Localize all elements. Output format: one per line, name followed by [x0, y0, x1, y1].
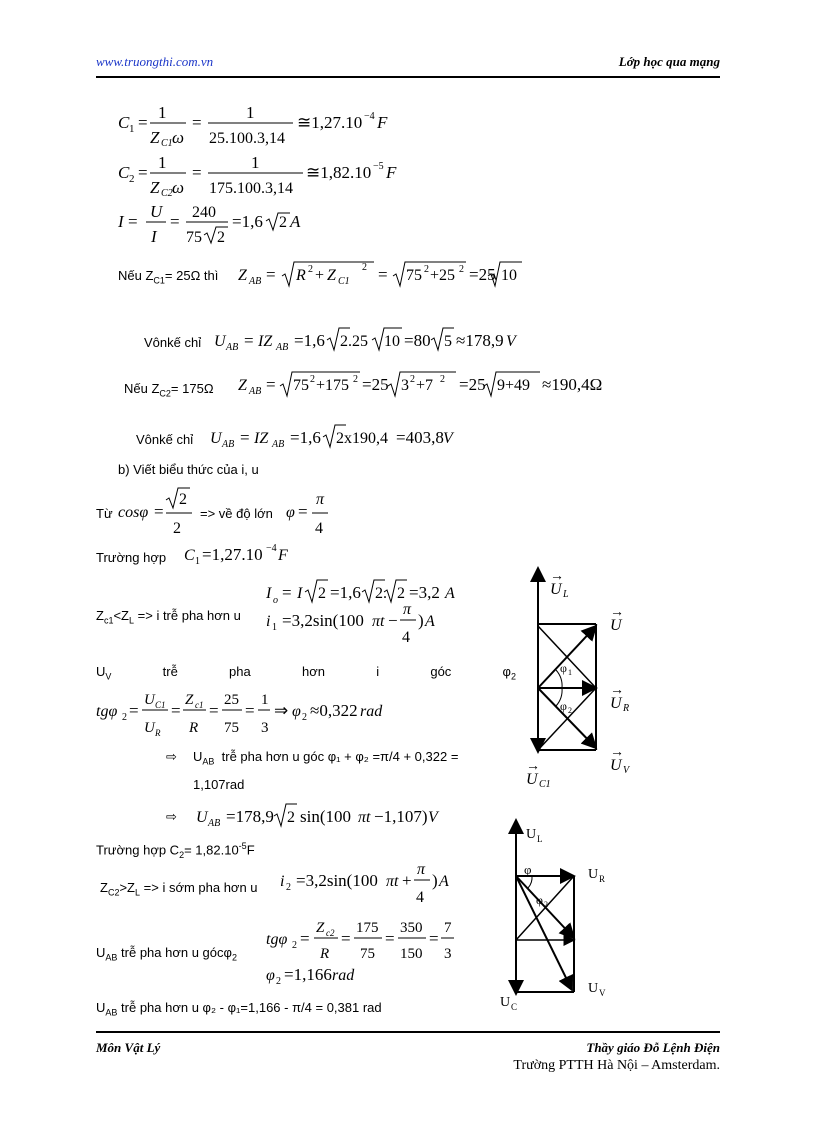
svg-text:2: 2	[129, 173, 135, 185]
formula-uab-expr	[196, 800, 436, 830]
svg-text:A: A	[290, 212, 301, 231]
uab-lag-case2: $U_{AB}$ trễ pha hơn u gócφ$_2$	[96, 945, 237, 963]
svg-text:−1,107): −1,107)	[374, 807, 428, 826]
svg-text:=: =	[192, 113, 202, 132]
svg-text:−5: −5	[373, 161, 384, 172]
svg-text:9+49: 9+49	[497, 377, 531, 394]
svg-text:L: L	[537, 834, 543, 844]
svg-text:=: =	[385, 929, 395, 948]
svg-text:10: 10	[501, 267, 517, 284]
site-link[interactable]: www.truongthi.com.vn	[96, 54, 214, 69]
formula-phi	[286, 486, 336, 538]
svg-text:=: =	[244, 331, 254, 350]
svg-text:=: =	[171, 701, 181, 720]
svg-text:tgφ: tgφ	[266, 931, 288, 948]
svg-text:1: 1	[158, 153, 167, 172]
svg-text:U: U	[150, 202, 163, 221]
svg-text:C1: C1	[161, 138, 173, 149]
svg-text:=: =	[266, 265, 276, 284]
svg-text:2: 2	[544, 900, 548, 909]
svg-text:φ: φ	[266, 967, 275, 984]
svg-text:V: V	[443, 430, 453, 447]
formula-c2	[118, 150, 418, 199]
formula-current	[118, 199, 318, 247]
svg-text:1: 1	[251, 153, 260, 172]
svg-text:=: =	[138, 163, 148, 182]
svg-text:150: 150	[400, 946, 423, 962]
svg-text:φ: φ	[292, 703, 301, 720]
case1-label: Nếu $Z_{C1}= 25\Omega$ thì	[118, 268, 219, 286]
svg-text:2: 2	[279, 214, 287, 231]
svg-text:=80: =80	[404, 331, 431, 350]
svg-text:R: R	[599, 874, 606, 884]
svg-text:F: F	[386, 163, 397, 182]
svg-text:πt: πt	[372, 613, 385, 630]
svg-text:→: →	[610, 605, 624, 620]
svg-text:75: 75	[186, 229, 202, 246]
svg-text:Z: Z	[185, 692, 194, 708]
footer-school: Trường PTTH Hà Nội – Amsterdam.	[513, 1058, 720, 1073]
svg-text:5: 5	[444, 333, 452, 350]
svg-text:=1,27.10: =1,27.10	[202, 545, 263, 564]
svg-text:R: R	[155, 728, 161, 738]
svg-text:=: =	[300, 929, 310, 948]
svg-text:2: 2	[397, 585, 405, 602]
svg-text:→: →	[610, 683, 624, 698]
footer-rule	[96, 1031, 720, 1033]
svg-text:i: i	[266, 613, 271, 630]
svg-text:3: 3	[444, 946, 452, 962]
svg-text:AB: AB	[249, 386, 262, 397]
svg-text:I: I	[297, 585, 303, 602]
voltmeter2-label: Vônkế chỉ	[136, 432, 194, 447]
last-line: $U_{AB}$ trễ pha hơn u φ₂ - φ₁=1,166 - π/4 = 0,381 rad	[96, 1000, 382, 1018]
svg-text:V: V	[428, 809, 438, 826]
svg-text:=1,6: =1,6	[232, 212, 263, 231]
formula-i1	[266, 598, 466, 650]
svg-text:F: F	[278, 547, 288, 564]
uab-lag-text: $U_{AB}$ trễ pha hơn u góc φ₁ + φ₂ =π/4 + 0,322 =	[193, 749, 459, 767]
svg-text:=403,8: =403,8	[396, 428, 444, 447]
svg-text:2: 2	[217, 229, 225, 246]
phasor-diagram-1	[500, 560, 640, 800]
uv-lag-line: $U_V$ trễ pha hơn i góc $\varphi_2$	[96, 664, 516, 682]
svg-text:=1,6: =1,6	[330, 583, 361, 602]
svg-text:rad: rad	[360, 703, 383, 720]
svg-text:4: 4	[315, 520, 323, 537]
svg-text:U: U	[500, 995, 511, 1010]
svg-text:U: U	[214, 333, 226, 350]
svg-text:=1,6: =1,6	[294, 331, 325, 350]
svg-text:Z: Z	[238, 377, 247, 394]
svg-text:A: A	[445, 585, 455, 602]
item-b: b) Viết biểu thức của i, u	[118, 462, 259, 477]
svg-text:U: U	[526, 827, 537, 842]
svg-text:C2: C2	[161, 188, 173, 199]
svg-text:175.100.3,14: 175.100.3,14	[209, 180, 293, 197]
svg-text:V: V	[506, 333, 516, 350]
svg-text:R: R	[189, 720, 199, 736]
svg-text:A: A	[439, 873, 449, 890]
svg-text:=: =	[192, 163, 202, 182]
svg-text:ω: ω	[172, 178, 185, 197]
svg-text:75: 75	[406, 267, 422, 284]
svg-text:U: U	[588, 981, 599, 996]
zc1-compare: $Z_{c1}<Z_L => i$ trễ pha hơn u	[96, 608, 241, 626]
svg-text:=: =	[266, 375, 276, 394]
formula-zab1	[238, 256, 508, 290]
svg-text:75: 75	[360, 946, 375, 962]
svg-text:i: i	[280, 873, 285, 890]
footer-teacher: Thầy giáo Đỗ Lệnh Điện	[586, 1040, 720, 1055]
svg-text:=25: =25	[362, 375, 389, 394]
svg-text:=178,9: =178,9	[226, 807, 274, 826]
case-c2-label: Trường hợp $C_2= 1,82.10^{-5}F$	[96, 841, 255, 860]
case2-label: Nếu $Z_{C2}= 175\Omega$	[124, 381, 214, 399]
header-rule	[96, 76, 720, 78]
svg-text:AB: AB	[272, 439, 285, 450]
svg-text:75: 75	[224, 720, 239, 736]
svg-text:U: U	[610, 617, 622, 634]
svg-text:2.: 2.	[375, 585, 387, 602]
svg-text:1: 1	[129, 123, 135, 135]
svg-text:C: C	[184, 547, 195, 564]
svg-text:L: L	[563, 589, 569, 600]
svg-text:3: 3	[261, 720, 269, 736]
svg-text:75: 75	[293, 377, 309, 394]
svg-text:AB: AB	[226, 342, 239, 353]
uab-lag-value: 1,107rad	[193, 777, 245, 792]
svg-text:=3,2sin(100: =3,2sin(100	[296, 871, 378, 890]
formula-c1-value	[184, 540, 314, 568]
svg-text:+: +	[402, 871, 412, 890]
svg-text:Z: Z	[316, 920, 325, 936]
svg-text:=3,2: =3,2	[409, 583, 440, 602]
arrow-bullet-2: ⇨	[166, 809, 177, 824]
svg-text:175: 175	[356, 920, 379, 936]
svg-text:U: U	[526, 771, 538, 788]
svg-text:1: 1	[158, 103, 167, 122]
svg-text:⇒: ⇒	[274, 701, 289, 720]
svg-text:φ: φ	[524, 862, 532, 877]
svg-text:AB: AB	[249, 276, 262, 287]
svg-text:ω: ω	[172, 128, 185, 147]
svg-text:25.100.3,14: 25.100.3,14	[209, 130, 285, 147]
svg-text:≈190,4Ω: ≈190,4Ω	[542, 375, 603, 394]
svg-text:2: 2	[287, 809, 295, 826]
svg-text:2: 2	[173, 520, 181, 537]
svg-text:=: =	[209, 701, 219, 720]
svg-text:≅1,27.10: ≅1,27.10	[297, 113, 363, 132]
formula-zab1-tail	[488, 256, 528, 290]
svg-text:π: π	[403, 601, 412, 618]
svg-text:φ: φ	[536, 893, 543, 907]
svg-text:→: →	[610, 745, 624, 760]
svg-text:1: 1	[568, 668, 572, 677]
svg-text:2: 2	[179, 491, 187, 508]
svg-text:1: 1	[246, 103, 255, 122]
svg-text:2: 2	[308, 264, 313, 275]
ve-do-lon: => về độ lớn	[200, 506, 273, 521]
svg-text:2.25: 2.25	[340, 333, 368, 350]
svg-text:U: U	[144, 720, 155, 736]
svg-text:V: V	[599, 988, 606, 998]
svg-text:1: 1	[261, 692, 269, 708]
svg-text:U: U	[196, 809, 208, 826]
svg-text:U: U	[588, 867, 599, 882]
svg-text:2: 2	[302, 712, 307, 723]
svg-text:I: I	[266, 585, 272, 602]
svg-text:C1: C1	[539, 779, 551, 790]
svg-text:2: 2	[276, 976, 281, 987]
course-title: Lớp học qua mạng	[618, 54, 720, 69]
svg-text:C: C	[118, 163, 130, 182]
svg-text:4: 4	[416, 889, 424, 906]
svg-text:IZ: IZ	[258, 333, 273, 350]
svg-text:+175: +175	[316, 377, 350, 394]
svg-text:R: R	[623, 703, 630, 714]
svg-text:=: =	[282, 583, 292, 602]
svg-text:≈178,9: ≈178,9	[456, 331, 504, 350]
svg-text:I: I	[118, 212, 124, 231]
svg-text:−4: −4	[266, 543, 277, 554]
svg-text:tgφ: tgφ	[96, 703, 118, 720]
svg-text:3: 3	[401, 377, 409, 394]
formula-uab2	[210, 421, 453, 455]
svg-text:): )	[432, 871, 438, 890]
svg-text:AB: AB	[222, 439, 235, 450]
arrow-bullet-1: ⇨	[166, 749, 177, 764]
svg-text:2: 2	[410, 374, 415, 385]
svg-text:rad: rad	[332, 967, 355, 984]
phasor-diagram-2	[494, 812, 624, 1012]
formula-uab1	[214, 324, 514, 358]
svg-text:+: +	[315, 267, 325, 284]
svg-text:=3,2sin(100: =3,2sin(100	[282, 611, 364, 630]
svg-text:sin(100: sin(100	[300, 807, 351, 826]
formula-zab2	[238, 366, 603, 402]
svg-text:=: =	[341, 929, 351, 948]
svg-text:c2: c2	[326, 928, 335, 938]
svg-text:AB: AB	[208, 818, 221, 829]
svg-text:2: 2	[424, 264, 429, 275]
svg-text:2: 2	[286, 882, 291, 893]
svg-text:U: U	[610, 757, 622, 774]
svg-text:C1: C1	[338, 276, 350, 287]
svg-text:=: =	[170, 212, 180, 231]
svg-text:=: =	[154, 502, 164, 521]
zc2-compare: $Z_{C2}>Z_L => i$ sớm pha hơn u	[100, 880, 258, 898]
svg-text:−: −	[388, 611, 398, 630]
svg-text:U: U	[610, 695, 622, 712]
footer-subject: Môn Vật Lý	[96, 1040, 161, 1055]
svg-text:≅1,82.10: ≅1,82.10	[306, 163, 372, 182]
svg-text:=: =	[429, 929, 439, 948]
svg-text:πt: πt	[358, 809, 371, 826]
svg-text:AB: AB	[276, 342, 289, 353]
svg-text:2x190,4: 2x190,4	[336, 430, 388, 447]
svg-text:=1,6: =1,6	[290, 428, 321, 447]
svg-text:2: 2	[568, 706, 572, 715]
svg-text:1: 1	[195, 556, 200, 567]
svg-text:C: C	[118, 113, 130, 132]
svg-text:Z: Z	[150, 178, 160, 197]
svg-text:π: π	[417, 861, 426, 878]
svg-text:→: →	[526, 759, 540, 774]
svg-text:+7: +7	[416, 377, 434, 394]
svg-text:≈0,322: ≈0,322	[310, 701, 358, 720]
svg-text:IZ: IZ	[254, 430, 269, 447]
svg-text:2: 2	[353, 374, 358, 385]
svg-text:U: U	[550, 581, 562, 598]
svg-text:240: 240	[192, 204, 216, 221]
svg-text:φ: φ	[560, 699, 567, 713]
svg-text:=25: =25	[459, 375, 486, 394]
svg-text:A: A	[425, 613, 435, 630]
svg-text:): )	[418, 611, 424, 630]
svg-text:1: 1	[272, 622, 277, 633]
case-c1-label: Trường hợp	[96, 550, 167, 565]
voltmeter1-label: Vônkế chỉ	[144, 335, 202, 350]
svg-text:Z: Z	[327, 267, 336, 284]
svg-text:I: I	[151, 227, 157, 246]
svg-text:=: =	[378, 265, 388, 284]
svg-text:+25: +25	[430, 267, 456, 284]
svg-text:=: =	[298, 502, 308, 521]
svg-text:=: =	[128, 212, 138, 231]
svg-text:R: R	[296, 267, 306, 284]
svg-text:cosφ: cosφ	[118, 504, 149, 521]
svg-text:350: 350	[400, 920, 423, 936]
svg-text:=: =	[240, 428, 250, 447]
svg-text:Z: Z	[150, 128, 160, 147]
formula-tg1	[96, 688, 396, 740]
svg-text:φ: φ	[286, 504, 295, 521]
svg-text:Z: Z	[238, 267, 247, 284]
svg-text:o: o	[273, 595, 278, 606]
svg-text:=: =	[245, 701, 255, 720]
svg-text:U: U	[144, 692, 155, 708]
svg-text:c1: c1	[195, 700, 204, 710]
svg-text:C1: C1	[155, 700, 166, 710]
formula-phi2-value	[266, 962, 376, 990]
svg-text:25: 25	[224, 692, 239, 708]
svg-text:R: R	[320, 946, 330, 962]
svg-text:=1,166: =1,166	[284, 965, 332, 984]
svg-text:2: 2	[440, 374, 445, 385]
svg-text:2: 2	[318, 585, 326, 602]
svg-text:2: 2	[362, 262, 367, 273]
svg-text:πt: πt	[386, 873, 399, 890]
formula-c1	[118, 100, 418, 149]
svg-text:C: C	[511, 1002, 518, 1012]
svg-text:V: V	[623, 765, 630, 776]
formula-i2	[280, 856, 460, 908]
svg-text:2: 2	[459, 264, 464, 275]
svg-text:π: π	[316, 491, 325, 508]
svg-text:2: 2	[310, 374, 315, 385]
svg-text:φ: φ	[560, 661, 567, 675]
svg-text:=: =	[129, 701, 139, 720]
svg-text:−4: −4	[364, 111, 375, 122]
svg-text:=: =	[138, 113, 148, 132]
svg-text:=25: =25	[469, 265, 496, 284]
formula-tg2	[266, 918, 456, 964]
svg-text:U: U	[210, 430, 222, 447]
tu-label: Từ	[96, 506, 113, 521]
formula-cos	[118, 486, 198, 538]
svg-text:4: 4	[402, 629, 410, 646]
svg-text:10: 10	[384, 333, 400, 350]
svg-text:2: 2	[292, 940, 297, 951]
svg-text:2: 2	[122, 712, 127, 723]
svg-text:F: F	[377, 113, 388, 132]
svg-text:7: 7	[444, 920, 452, 936]
svg-text:→: →	[550, 569, 564, 584]
